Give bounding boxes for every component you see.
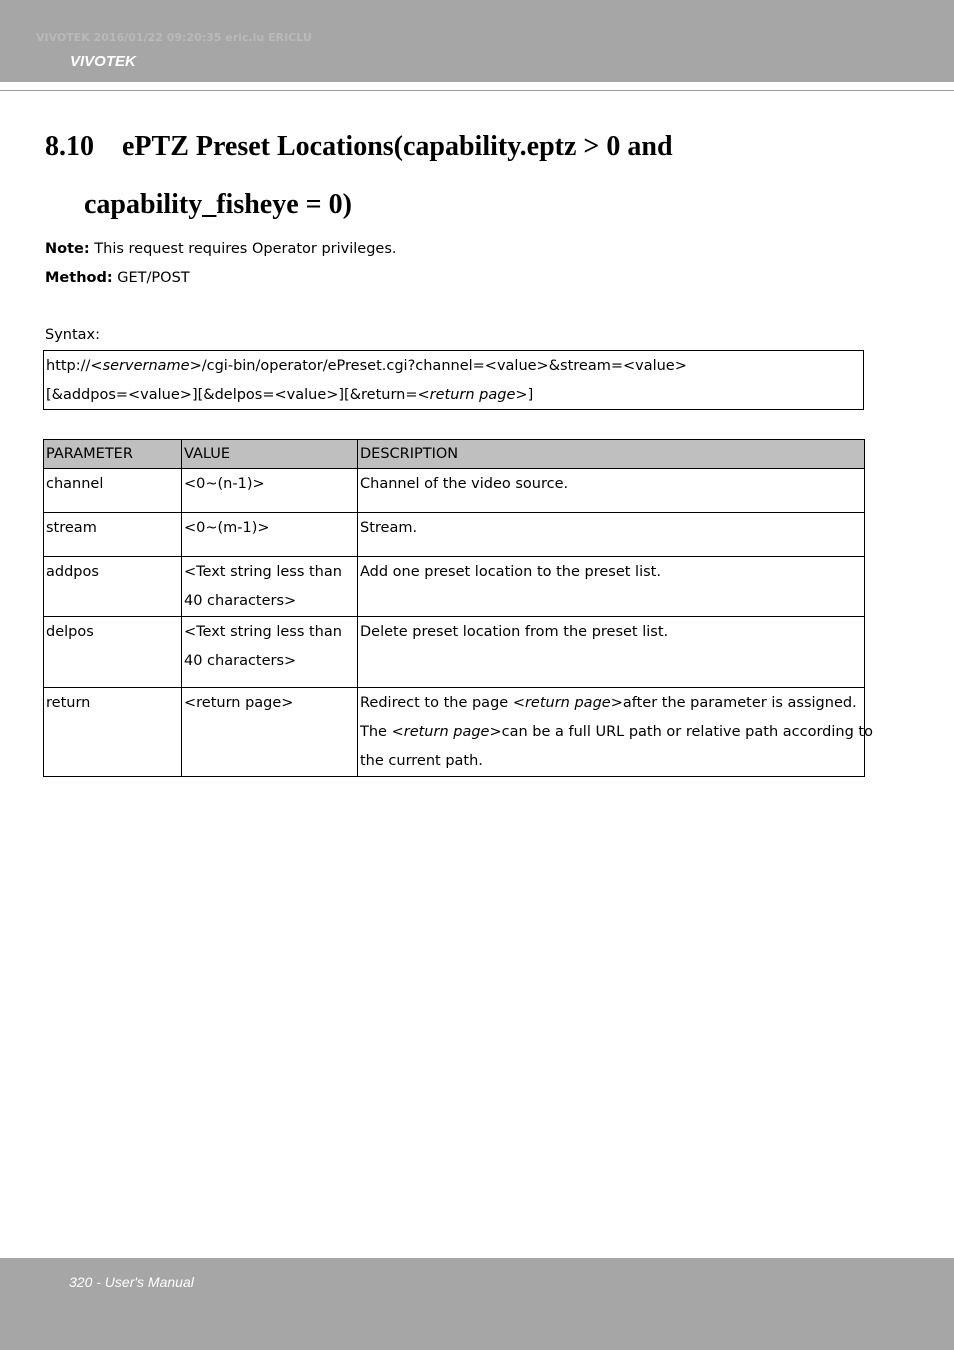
description-cell: Add one preset location to the preset list. — [358, 557, 865, 617]
value-line: 40 characters> — [184, 653, 297, 669]
header-divider — [0, 90, 954, 91]
param-cell: addpos — [44, 557, 182, 617]
desc-text: after the parameter is assigned. — [622, 695, 857, 711]
table-header-row — [44, 440, 865, 469]
description-cell: Delete preset location from the preset list. — [358, 617, 865, 688]
brand-name: VIVOTEK — [70, 53, 136, 70]
desc-text: can be a full URL path or relative path according to — [501, 724, 873, 740]
section-number: 8.10 — [45, 131, 94, 162]
method-text: GET/POST — [112, 270, 190, 286]
table-row — [44, 557, 865, 617]
desc-return-page: <return page> — [391, 724, 502, 740]
method-paragraph — [45, 270, 190, 286]
watermark: VIVOTEK 2016/01/22 09:20:35 eric.lu ERICLU — [36, 31, 312, 44]
note-text: This request requires Operator privileges. — [89, 241, 397, 257]
syntax-suffix: ] — [527, 387, 534, 403]
syntax-line-2 — [46, 387, 533, 403]
value-cell: <0~(m-1)> — [182, 513, 358, 557]
table-row — [44, 469, 865, 513]
desc-text: The — [360, 724, 392, 740]
desc-text: the current path. — [360, 753, 483, 769]
table-row — [44, 617, 865, 688]
parameter-table — [43, 439, 873, 777]
syntax-line-1 — [46, 358, 687, 374]
syntax-label: Syntax: — [45, 327, 101, 343]
section-title-line1: ePTZ Preset Locations(capability.eptz > 0 and — [122, 131, 673, 162]
value-cell — [182, 617, 358, 688]
param-cell: delpos — [44, 617, 182, 688]
param-cell: stream — [44, 513, 182, 557]
header-parameter: PARAMETER — [44, 440, 182, 469]
param-cell: channel — [44, 469, 182, 513]
description-cell: Stream. — [358, 513, 865, 557]
syntax-servername: <servername> — [90, 358, 202, 374]
section-title-line2: capability_fisheye = 0) — [84, 189, 352, 220]
section-title — [45, 131, 673, 163]
page-number: 320 - User's Manual — [69, 1274, 194, 1290]
value-cell: <return page> — [182, 688, 358, 777]
desc-text: Redirect to the page — [360, 695, 513, 711]
value-line: <Text string less than — [184, 624, 342, 640]
syntax-prefix: http:// — [46, 358, 91, 374]
method-label: Method: — [45, 270, 113, 286]
description-cell: Channel of the video source. — [358, 469, 865, 513]
table-row — [44, 688, 865, 777]
param-cell: return — [44, 688, 182, 777]
value-line: 40 characters> — [184, 593, 297, 609]
page-header — [0, 0, 954, 82]
note-paragraph — [45, 241, 397, 257]
value-line: <Text string less than — [184, 564, 342, 580]
syntax-options: [&addpos=<value>][&delpos=<value>][&return= — [46, 387, 418, 403]
description-cell — [358, 688, 873, 777]
page-footer — [0, 1258, 954, 1350]
value-cell: <0~(n-1)> — [182, 469, 358, 513]
desc-return-page: <return page> — [512, 695, 623, 711]
syntax-box — [43, 350, 864, 410]
header-value: VALUE — [182, 440, 358, 469]
header-description: DESCRIPTION — [358, 440, 865, 469]
table-row — [44, 513, 865, 557]
syntax-return-page: <return page> — [417, 387, 528, 403]
syntax-path: /cgi-bin/operator/ePreset.cgi?channel=<value>&stream=<value> — [201, 358, 687, 374]
note-label: Note: — [45, 241, 90, 257]
value-cell — [182, 557, 358, 617]
